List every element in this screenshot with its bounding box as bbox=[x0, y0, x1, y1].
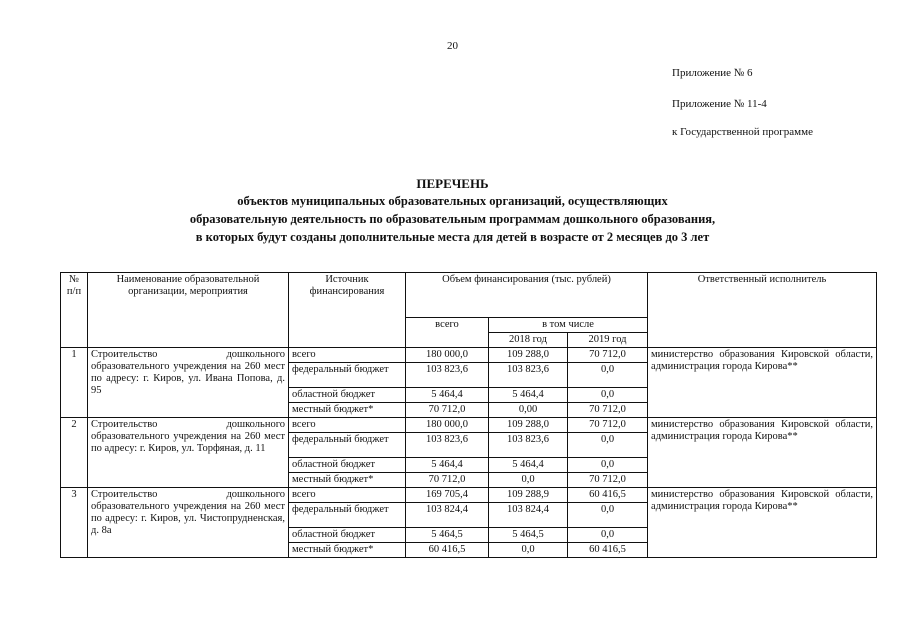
amount-2019: 0,0 bbox=[568, 388, 648, 403]
table-row bbox=[61, 348, 877, 363]
amount-2019: 70 712,0 bbox=[568, 473, 648, 488]
amount-total: 180 000,0 bbox=[406, 418, 489, 433]
amount-2019: 60 416,5 bbox=[568, 543, 648, 558]
header-total: всего bbox=[406, 318, 489, 348]
table-row bbox=[61, 418, 877, 433]
header-volume: Объем финансирования (тыс. рублей) bbox=[406, 273, 648, 318]
funding-source: федеральный бюджет bbox=[289, 433, 406, 458]
header-name: Наименование образовательной организации, мероприятия bbox=[88, 273, 289, 348]
appendix-line-2: Приложение № 11-4 bbox=[672, 98, 767, 110]
amount-2018: 103 823,6 bbox=[489, 433, 568, 458]
amount-2019: 0,0 bbox=[568, 433, 648, 458]
object-name: Строительство дошкольного образовательного учреждения на 260 мест по адресу: г. Киров, ул. Торфяная, д. 11 bbox=[88, 418, 289, 488]
funding-source: местный бюджет* bbox=[289, 543, 406, 558]
amount-total: 5 464,4 bbox=[406, 388, 489, 403]
row-number: 3 bbox=[61, 488, 88, 558]
amount-2019: 0,0 bbox=[568, 503, 648, 528]
object-name: Строительство дошкольного образовательного учреждения на 260 мест по адресу: г. Киров, ул. Чистопрудненская, д. 8а bbox=[88, 488, 289, 558]
row-number: 2 bbox=[61, 418, 88, 488]
amount-2018: 0,00 bbox=[489, 403, 568, 418]
amount-2019: 70 712,0 bbox=[568, 348, 648, 363]
amount-total: 70 712,0 bbox=[406, 473, 489, 488]
row-number: 1 bbox=[61, 348, 88, 418]
amount-2018: 5 464,4 bbox=[489, 388, 568, 403]
amount-2018: 103 823,6 bbox=[489, 363, 568, 388]
amount-total: 103 824,4 bbox=[406, 503, 489, 528]
amount-2018: 109 288,0 bbox=[489, 348, 568, 363]
amount-total: 103 823,6 bbox=[406, 363, 489, 388]
header-source: Источник финансирования bbox=[289, 273, 406, 348]
funding-source: местный бюджет* bbox=[289, 473, 406, 488]
amount-total: 5 464,5 bbox=[406, 528, 489, 543]
page-number: 20 bbox=[447, 40, 458, 52]
document-title-line-1: объектов муниципальных образовательных организаций, осуществляющих bbox=[237, 194, 668, 208]
funding-source: федеральный бюджет bbox=[289, 363, 406, 388]
header-2019: 2019 год bbox=[568, 333, 648, 348]
funding-source: областной бюджет bbox=[289, 458, 406, 473]
amount-2019: 0,0 bbox=[568, 458, 648, 473]
amount-total: 60 416,5 bbox=[406, 543, 489, 558]
funding-source: всего bbox=[289, 488, 406, 503]
amount-total: 180 000,0 bbox=[406, 348, 489, 363]
funding-source: всего bbox=[289, 348, 406, 363]
amount-2019: 70 712,0 bbox=[568, 418, 648, 433]
header-executor: Ответственный исполнитель bbox=[648, 273, 877, 348]
amount-total: 70 712,0 bbox=[406, 403, 489, 418]
document-title-line-2: образовательную деятельность по образовательным программам дошкольного образования, bbox=[189, 212, 716, 226]
amount-2018: 109 288,9 bbox=[489, 488, 568, 503]
header-num: № п/п bbox=[61, 273, 88, 348]
financing-table bbox=[60, 272, 877, 558]
amount-2018: 5 464,4 bbox=[489, 458, 568, 473]
funding-source: областной бюджет bbox=[289, 528, 406, 543]
amount-2019: 0,0 bbox=[568, 363, 648, 388]
amount-2019: 60 416,5 bbox=[568, 488, 648, 503]
responsible-executor: министерство образования Кировской области, администрация города Кирова** bbox=[648, 348, 877, 418]
header-including: в том числе bbox=[489, 318, 648, 333]
responsible-executor: министерство образования Кировской области, администрация города Кирова** bbox=[648, 488, 877, 558]
object-name: Строительство дошкольного образовательного учреждения на 260 мест по адресу: г. Киров, ул. Ивана Попова, д. 95 bbox=[88, 348, 289, 418]
header-2018: 2018 год bbox=[489, 333, 568, 348]
table-row bbox=[61, 488, 877, 503]
funding-source: всего bbox=[289, 418, 406, 433]
amount-2019: 70 712,0 bbox=[568, 403, 648, 418]
amount-total: 169 705,4 bbox=[406, 488, 489, 503]
appendix-line-1: Приложение № 6 bbox=[672, 67, 753, 79]
appendix-line-3: к Государственной программе bbox=[672, 126, 813, 138]
amount-2018: 103 824,4 bbox=[489, 503, 568, 528]
amount-total: 103 823,6 bbox=[406, 433, 489, 458]
funding-source: федеральный бюджет bbox=[289, 503, 406, 528]
funding-source: местный бюджет* bbox=[289, 403, 406, 418]
responsible-executor: министерство образования Кировской области, администрация города Кирова** bbox=[648, 418, 877, 488]
document-title-line-3: в которых будут созданы дополнительные места для детей в возрасте от 2 месяцев до 3 лет bbox=[195, 230, 710, 244]
amount-2018: 109 288,0 bbox=[489, 418, 568, 433]
funding-source: областной бюджет bbox=[289, 388, 406, 403]
amount-2018: 5 464,5 bbox=[489, 528, 568, 543]
amount-2019: 0,0 bbox=[568, 528, 648, 543]
amount-2018: 0,0 bbox=[489, 473, 568, 488]
amount-2018: 0,0 bbox=[489, 543, 568, 558]
amount-total: 5 464,4 bbox=[406, 458, 489, 473]
document-heading: ПЕРЕЧЕНЬ bbox=[416, 176, 489, 191]
